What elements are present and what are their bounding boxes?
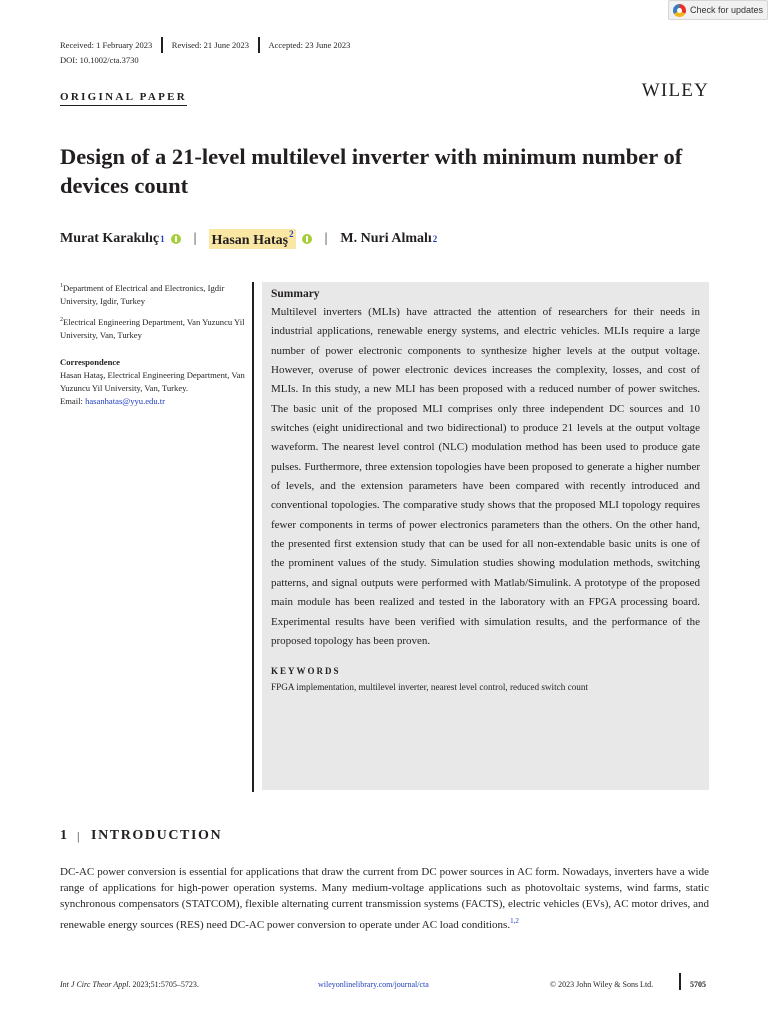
summary-text: Multilevel inverters (MLIs) have attracted the attention of researchers for their needs in industrial applications, renewable energy systems, and electric vehicles. MLIs require a large number of power electronic components to synthesize higher levels at the output voltage. However, overuse of power electronic devices increases the complexity, losses, and cost of MLIs. In this study, a new MLI has been proposed with a reduced number of power switches. The basic unit of the proposed MLI comprises only three independent DC sources and 10 switches (eight unidirectional and two bidirectional) to produce 21 levels at the output voltage waveform. The nearest level control (NLC) modulation method has been used to produce gate pulses. Furthermore, three extension topologies have been proposed to generate a higher number of levels, and the extension parameters have been compared with recently introduced and conventional topologies. The comparative study shows that the proposed MLI topology requires fewer components in terms of power electronics parameters than the others. On the other hand, the presented first extension study that can be used for all non-extendable basic units is one of the prominent values of the study. Simulation studies showing modulation methods, switching patterns, and signal outputs were performed with Matlab/Simulink. A prototype of the proposed main module has been realized and tested in the laboratory with an FPGA processing board. Experimental results have been verified with simulation results, and the performance of the proposed topology has been proven. <box>271 306 700 647</box>
article-type: ORIGINAL PAPER <box>60 91 187 106</box>
received-date: Received: 1 February 2023 <box>60 40 153 50</box>
author-name[interactable]: M. Nuri Almalı <box>340 231 432 246</box>
correspondence-heading: Correspondence <box>60 357 120 367</box>
section-number: 1 <box>60 828 67 843</box>
journal-volume: 2023;51:5705–5723. <box>130 980 199 989</box>
check-for-updates-label: Check for updates <box>690 5 764 15</box>
author-separator: | <box>324 231 328 246</box>
divider <box>258 37 260 53</box>
copyright: © 2023 John Wiley & Sons Ltd. <box>550 980 654 989</box>
affiliation-number: 2 <box>60 317 63 323</box>
affiliation-text: Department of Electrical and Electronics, Igdir University, Igdir, Turkey <box>60 283 225 306</box>
affiliation-marker[interactable]: 2 <box>289 229 294 239</box>
section-heading <box>60 828 222 844</box>
keywords-heading: KEYWORDS <box>271 666 341 677</box>
email-label: Email: <box>60 396 86 406</box>
affiliation-marker[interactable]: 2 <box>432 234 438 244</box>
email-link[interactable]: hasanhatas@yyu.edu.tr <box>85 396 166 406</box>
introduction-paragraph <box>60 864 709 933</box>
section-separator: | <box>77 828 82 843</box>
citation-link[interactable]: 1,2 <box>510 916 519 925</box>
check-for-updates-button[interactable] <box>668 0 768 20</box>
affiliation-marker[interactable]: 1 <box>160 234 165 244</box>
article-dates <box>60 38 350 52</box>
summary-rule <box>252 282 254 792</box>
journal-url-link[interactable]: wileyonlinelibrary.com/journal/cta <box>318 980 429 989</box>
affiliation-2 <box>60 314 245 342</box>
accepted-date: Accepted: 23 June 2023 <box>268 40 351 50</box>
doi[interactable]: DOI: 10.1002/cta.3730 <box>60 55 139 65</box>
section-title: INTRODUCTION <box>91 828 223 843</box>
correspondence <box>60 356 245 408</box>
revised-date: Revised: 21 June 2023 <box>171 40 249 50</box>
divider <box>679 973 681 990</box>
author-name-highlighted[interactable] <box>209 229 295 249</box>
keywords-text: FPGA implementation, multilevel inverter, nearest level control, reduced switch count <box>271 682 589 693</box>
divider <box>161 37 163 53</box>
summary-heading: Summary <box>271 288 320 300</box>
author-list <box>60 229 437 249</box>
orcid-icon[interactable] <box>171 234 181 244</box>
author-name[interactable]: Hasan Hataş <box>211 233 289 248</box>
crossmark-icon <box>673 4 686 17</box>
affiliation-1 <box>60 280 245 308</box>
affiliation-text: Electrical Engineering Department, Van Yuzuncu Yil University, Van, Turkey <box>60 317 245 340</box>
summary-box <box>262 282 709 790</box>
orcid-icon[interactable] <box>302 234 312 244</box>
publisher-logo: WILEY <box>641 80 709 101</box>
paragraph-text: DC-AC power conversion is essential for applications that draw the current from DC power sources in AC form. Nowadays, inverters have a wide range of applications for high-power operation systems. Many medium-voltage applications such as photovoltaic systems, wind farms, static synchronous compensators (STATCOM), flexible alternating current transmission systems (FACTS), electric vehicles (EVs), AC motor drives, and renewable energy sources (RES) need DC-AC power conversion to operate under AC load conditions. <box>60 866 709 931</box>
journal-name: Int J Circ Theor Appl. <box>60 980 131 989</box>
author-name[interactable]: Murat Karakılıç <box>60 231 160 246</box>
correspondence-email <box>60 395 245 408</box>
journal-citation <box>60 980 199 989</box>
affiliation-number: 1 <box>60 283 63 289</box>
page-number: 5705 <box>690 980 706 989</box>
article-title: Design of a 21-level multilevel inverter with minimum number of devices count <box>60 144 683 198</box>
correspondence-text: Hasan Hataş, Electrical Engineering Department, Van Yuzuncu Yil University, Van, Turkey. <box>60 370 245 393</box>
author-separator: | <box>193 231 197 246</box>
